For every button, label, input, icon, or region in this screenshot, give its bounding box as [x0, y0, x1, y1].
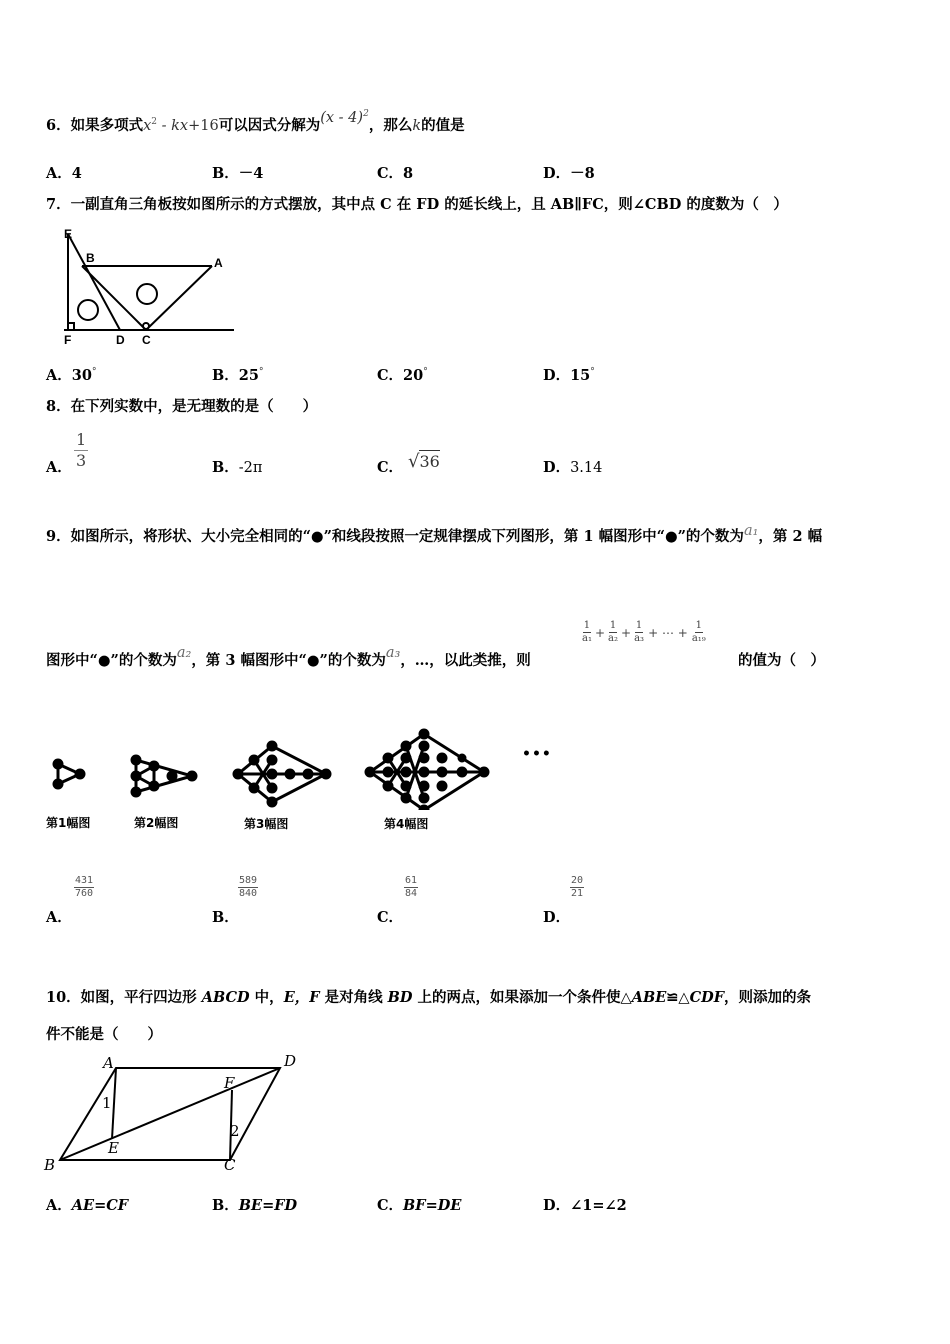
q10-label-2: 2 — [230, 1122, 240, 1140]
q7-option-d[interactable]: D．15° — [543, 367, 595, 384]
q9-caption-1: 第1幅图 — [46, 816, 91, 830]
q10-label-b: B — [44, 1156, 56, 1174]
q10-label-f: F — [224, 1074, 235, 1092]
q9-sum-expression: $\frac{1}{\text{a₁}}$ + $\frac{1}{\text{a₂}}$ + $\frac{1}{\text{a₃}}$ + ⋯ + $\frac{1}{\text{a₁₉}}$ — [582, 620, 706, 644]
q9-figure-1 — [54, 760, 84, 788]
q7-triangle-figure — [58, 226, 238, 348]
q7-label-f: F — [64, 333, 72, 347]
q8-option-c-sqrt: √36 — [408, 451, 440, 472]
q9-option-b[interactable]: B． — [212, 909, 239, 926]
q10-option-c[interactable]: C．BF=DE — [377, 1197, 462, 1214]
q9-option-d[interactable]: D． — [543, 909, 571, 926]
q7-option-b[interactable]: B．25° — [212, 367, 264, 384]
q10-option-b[interactable]: B．BE=FD — [212, 1197, 298, 1214]
q10-stem-line2: 件不能是（ ） — [46, 1026, 162, 1043]
q9-caption-2: 第2幅图 — [134, 816, 179, 830]
q9-figure-4 — [366, 730, 488, 810]
q9-stem-line1: 9．如图所示，将形状、大小完全相同的“●”和线段按照一定规律摆成下列图形，第 1 幅图形中“●”的个数为a₁，第 2 幅 — [46, 523, 823, 545]
q10-option-d[interactable]: D．∠1=∠2 — [543, 1197, 627, 1214]
q7-label-d: D — [116, 333, 125, 347]
q8-option-c[interactable]: C． — [377, 459, 404, 476]
q9-ellipsis: ••• — [522, 746, 552, 762]
q10-label-d: D — [284, 1052, 297, 1070]
q8-option-b[interactable]: B．-2π — [212, 459, 263, 476]
q6-stem: 6．如果多项式$x^2 - kx+16$可以因式分解为(x - 4)$^2$，那么k的值是 — [46, 109, 465, 134]
q7-option-c[interactable]: C．20° — [377, 367, 428, 384]
q7-label-c: C — [142, 333, 151, 347]
q10-stem-line1: 10．如图，平行四边形 ABCD 中，E，F 是对角线 BD 上的两点，如果添加一个条件使△ABE≌△CDF，则添加的条 — [46, 989, 811, 1006]
q7-label-b: B — [86, 251, 95, 265]
q9-option-b-fraction: 589 840 — [239, 875, 258, 899]
q6-option-b[interactable]: B．－4 — [212, 165, 264, 182]
q8-option-a-fraction: 1 3 — [76, 430, 87, 470]
q8-option-a[interactable]: A． — [46, 459, 72, 476]
q10-label-c: C — [224, 1156, 236, 1174]
q9-figure-3 — [234, 742, 330, 806]
q9-caption-4: 第4幅图 — [384, 817, 429, 831]
q10-label-1: 1 — [102, 1094, 112, 1112]
q9-sum-term-19: $\frac{1}{\text{a₁₉}}$ — [691, 620, 706, 644]
q9-figure-2 — [132, 756, 196, 796]
q7-label-e: E — [64, 227, 73, 241]
q7-circle-left — [78, 300, 98, 320]
q9-stem-line2: 图形中“●”的个数为a₂，第 3 幅图形中“●”的个数为a₃，…，以此类推，则 — [46, 645, 531, 669]
q10-label-e: E — [108, 1139, 119, 1157]
q7-right-angle — [68, 323, 74, 330]
q7-line-ed — [68, 234, 120, 330]
q9-sum-term-1: $\frac{1}{\text{a₁}}$ — [582, 620, 592, 644]
q6-option-c[interactable]: C．8 — [377, 165, 414, 182]
q8-option-d[interactable]: D．3.14 — [543, 459, 603, 476]
q7-stem: 7．一副直角三角板按如图所示的方式摆放，其中点 C 在 FD 的延长线上，且 AB∥FC，则∠CBD 的度数为（ ） — [46, 196, 788, 213]
q6-option-a[interactable]: A．4 — [46, 165, 82, 182]
q9-option-c[interactable]: C． — [377, 909, 404, 926]
q10-option-a[interactable]: A．AE=CF — [46, 1197, 129, 1214]
q6-option-d[interactable]: D．－8 — [543, 165, 595, 182]
q9-stem-line2-end: 的值为（ ） — [738, 652, 825, 669]
q9-caption-3: 第3幅图 — [244, 817, 289, 831]
q9-sum-term-2: $\frac{1}{\text{a₂}}$ — [608, 620, 619, 644]
q9-option-a-fraction: 431 760 — [75, 875, 94, 899]
q10-diagonal-bd — [60, 1068, 280, 1160]
q10-label-a: A — [103, 1054, 114, 1072]
q7-label-a: A — [214, 256, 223, 270]
q8-stem: 8．在下列实数中，是无理数的是（ ） — [46, 398, 318, 415]
q6-number: 6． — [46, 116, 71, 134]
q9-option-a[interactable]: A． — [46, 909, 72, 926]
q9-dot-figures — [44, 726, 564, 810]
q7-option-a[interactable]: A．30° — [46, 367, 97, 384]
q9-sum-term-3: $\frac{1}{\text{a₃}}$ — [634, 620, 645, 644]
q7-circle-c — [143, 323, 149, 329]
q10-segment-ae — [112, 1068, 116, 1139]
q9-option-c-fraction: 61 84 — [405, 875, 418, 899]
q9-option-d-fraction: 20 21 — [571, 875, 584, 899]
q10-parallelogram-figure — [40, 1052, 310, 1174]
q7-circle-right — [137, 284, 157, 304]
